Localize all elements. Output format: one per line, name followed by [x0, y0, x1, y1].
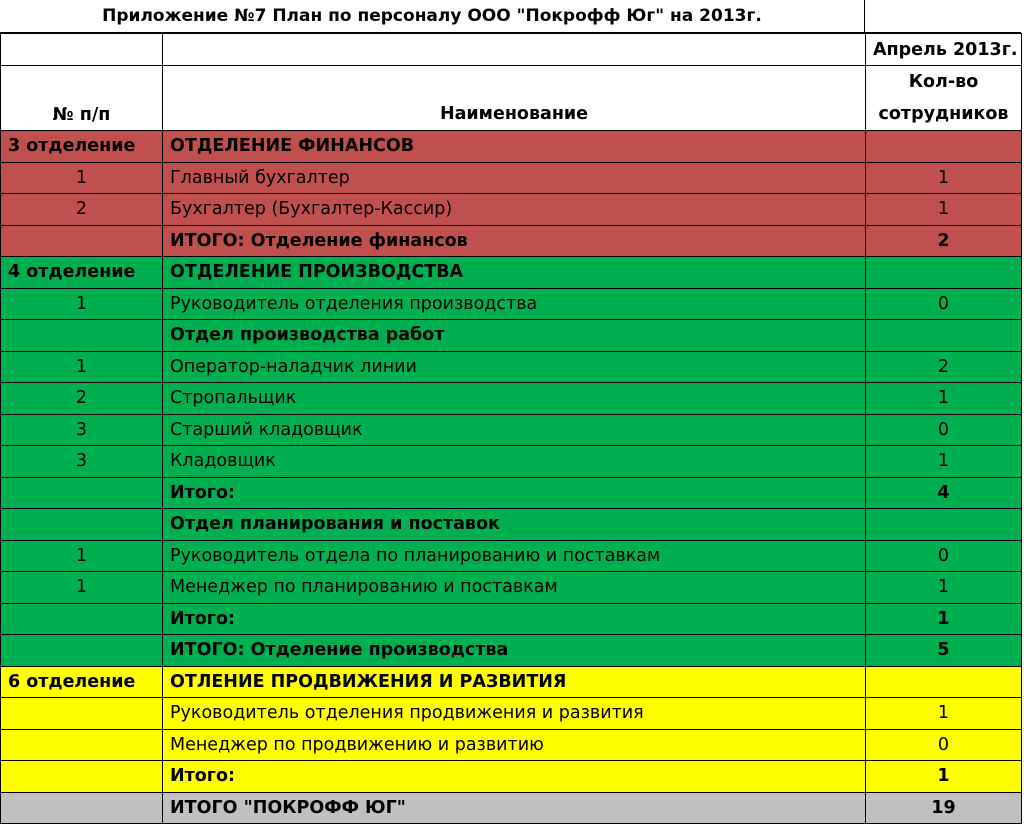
- table-row: [1, 666, 1022, 698]
- row-count[interactable]: 0: [866, 288, 1022, 320]
- row-name[interactable]: ОТЛЕНИЕ ПРОДВИЖЕНИЯ И РАЗВИТИЯ: [163, 666, 866, 698]
- row-name[interactable]: Кладовщик: [163, 446, 866, 478]
- header-col-count[interactable]: [866, 66, 1022, 131]
- grand-total-row: [1, 792, 1022, 824]
- header-month-row: [1, 34, 1022, 66]
- row-name[interactable]: Руководитель отделения продвижения и развития: [163, 698, 866, 730]
- row-num[interactable]: [1, 792, 163, 824]
- table-row: [1, 761, 1022, 793]
- row-count[interactable]: 1: [866, 698, 1022, 730]
- row-num[interactable]: [1, 603, 163, 635]
- personnel-plan-table: [0, 33, 1022, 824]
- row-count[interactable]: 1: [866, 194, 1022, 226]
- header-col-num[interactable]: № п/п: [1, 66, 163, 131]
- row-count[interactable]: 1: [866, 162, 1022, 194]
- table-row: [1, 320, 1022, 352]
- row-num[interactable]: 1: [1, 288, 163, 320]
- header-month[interactable]: Апрель 2013г.: [866, 34, 1022, 66]
- row-count[interactable]: 1: [866, 446, 1022, 478]
- row-name[interactable]: Итого:: [163, 603, 866, 635]
- row-num[interactable]: 3 отделение: [1, 131, 163, 163]
- row-name[interactable]: Стропальщик: [163, 383, 866, 415]
- row-name[interactable]: Менеджер по продвижению и развитию: [163, 729, 866, 761]
- row-name[interactable]: Руководитель отдела по планированию и поставкам: [163, 540, 866, 572]
- row-num[interactable]: 4 отделение: [1, 257, 163, 289]
- row-count[interactable]: [866, 131, 1022, 163]
- row-name[interactable]: ИТОГО: Отделение производства: [163, 635, 866, 667]
- row-num[interactable]: 2: [1, 383, 163, 415]
- row-num[interactable]: 6 отделение: [1, 666, 163, 698]
- table-row: [1, 509, 1022, 541]
- row-count[interactable]: 1: [866, 761, 1022, 793]
- header-empty-name[interactable]: [163, 34, 866, 66]
- row-num[interactable]: 3: [1, 446, 163, 478]
- row-num[interactable]: [1, 761, 163, 793]
- table-row: [1, 572, 1022, 604]
- table-row: [1, 131, 1022, 163]
- table-row: [1, 383, 1022, 415]
- header-col-name[interactable]: Наименование: [163, 66, 866, 131]
- row-name[interactable]: Оператор-наладчик линии: [163, 351, 866, 383]
- table-row: [1, 477, 1022, 509]
- row-count[interactable]: 0: [866, 729, 1022, 761]
- row-count[interactable]: [866, 666, 1022, 698]
- table-row: [1, 729, 1022, 761]
- table-row: [1, 162, 1022, 194]
- row-num[interactable]: [1, 225, 163, 257]
- row-name[interactable]: Руководитель отделения производства: [163, 288, 866, 320]
- row-num[interactable]: 2: [1, 194, 163, 226]
- table-row: [1, 603, 1022, 635]
- row-num[interactable]: [1, 320, 163, 352]
- row-count[interactable]: 1: [866, 603, 1022, 635]
- table-row: [1, 698, 1022, 730]
- row-count[interactable]: 4: [866, 477, 1022, 509]
- row-num[interactable]: [1, 509, 163, 541]
- sheet-title[interactable]: Приложение №7 План по персоналу ООО "Покрофф Юг" на 2013г.: [0, 0, 865, 33]
- row-name[interactable]: Главный бухгалтер: [163, 162, 866, 194]
- row-name[interactable]: ОТДЕЛЕНИЕ ПРОИЗВОДСТВА: [163, 257, 866, 289]
- row-count[interactable]: 1: [866, 572, 1022, 604]
- row-name[interactable]: Менеджер по планированию и поставкам: [163, 572, 866, 604]
- row-count[interactable]: 1: [866, 383, 1022, 415]
- row-num[interactable]: 1: [1, 540, 163, 572]
- title-empty-cell[interactable]: [865, 0, 1021, 33]
- row-count[interactable]: 5: [866, 635, 1022, 667]
- header-empty-num[interactable]: [1, 34, 163, 66]
- table-row: [1, 194, 1022, 226]
- row-count[interactable]: [866, 509, 1022, 541]
- row-name[interactable]: Итого:: [163, 761, 866, 793]
- header-count-line1: Кол-во: [908, 72, 979, 92]
- row-name[interactable]: ОТДЕЛЕНИЕ ФИНАНСОВ: [163, 131, 866, 163]
- header-count-line2: сотрудников: [878, 104, 1009, 124]
- table-row: [1, 540, 1022, 572]
- row-name[interactable]: Отдел планирования и поставок: [163, 509, 866, 541]
- table-row: [1, 288, 1022, 320]
- title-row: [0, 0, 1024, 33]
- header-columns-row: [1, 66, 1022, 131]
- grand-total-label[interactable]: ИТОГО "ПОКРОФФ ЮГ": [163, 792, 866, 824]
- table-row: [1, 635, 1022, 667]
- row-num[interactable]: 1: [1, 351, 163, 383]
- row-num[interactable]: 1: [1, 572, 163, 604]
- row-num[interactable]: [1, 477, 163, 509]
- grand-total-count[interactable]: 19: [866, 792, 1022, 824]
- row-count[interactable]: [866, 257, 1022, 289]
- row-count[interactable]: [866, 320, 1022, 352]
- table-row: [1, 351, 1022, 383]
- row-count[interactable]: 0: [866, 414, 1022, 446]
- table-row: [1, 414, 1022, 446]
- row-name[interactable]: ИТОГО: Отделение финансов: [163, 225, 866, 257]
- row-name[interactable]: Итого:: [163, 477, 866, 509]
- row-name[interactable]: Отдел производства работ: [163, 320, 866, 352]
- row-num[interactable]: 1: [1, 162, 163, 194]
- row-num[interactable]: [1, 698, 163, 730]
- row-num[interactable]: 3: [1, 414, 163, 446]
- row-count[interactable]: 2: [866, 225, 1022, 257]
- row-name[interactable]: Старший кладовщик: [163, 414, 866, 446]
- table-row: [1, 225, 1022, 257]
- table-row: [1, 257, 1022, 289]
- row-name[interactable]: Бухгалтер (Бухгалтер-Кассир): [163, 194, 866, 226]
- table-row: [1, 446, 1022, 478]
- row-num[interactable]: [1, 729, 163, 761]
- row-count[interactable]: 2: [866, 351, 1022, 383]
- row-num[interactable]: [1, 635, 163, 667]
- row-count[interactable]: 0: [866, 540, 1022, 572]
